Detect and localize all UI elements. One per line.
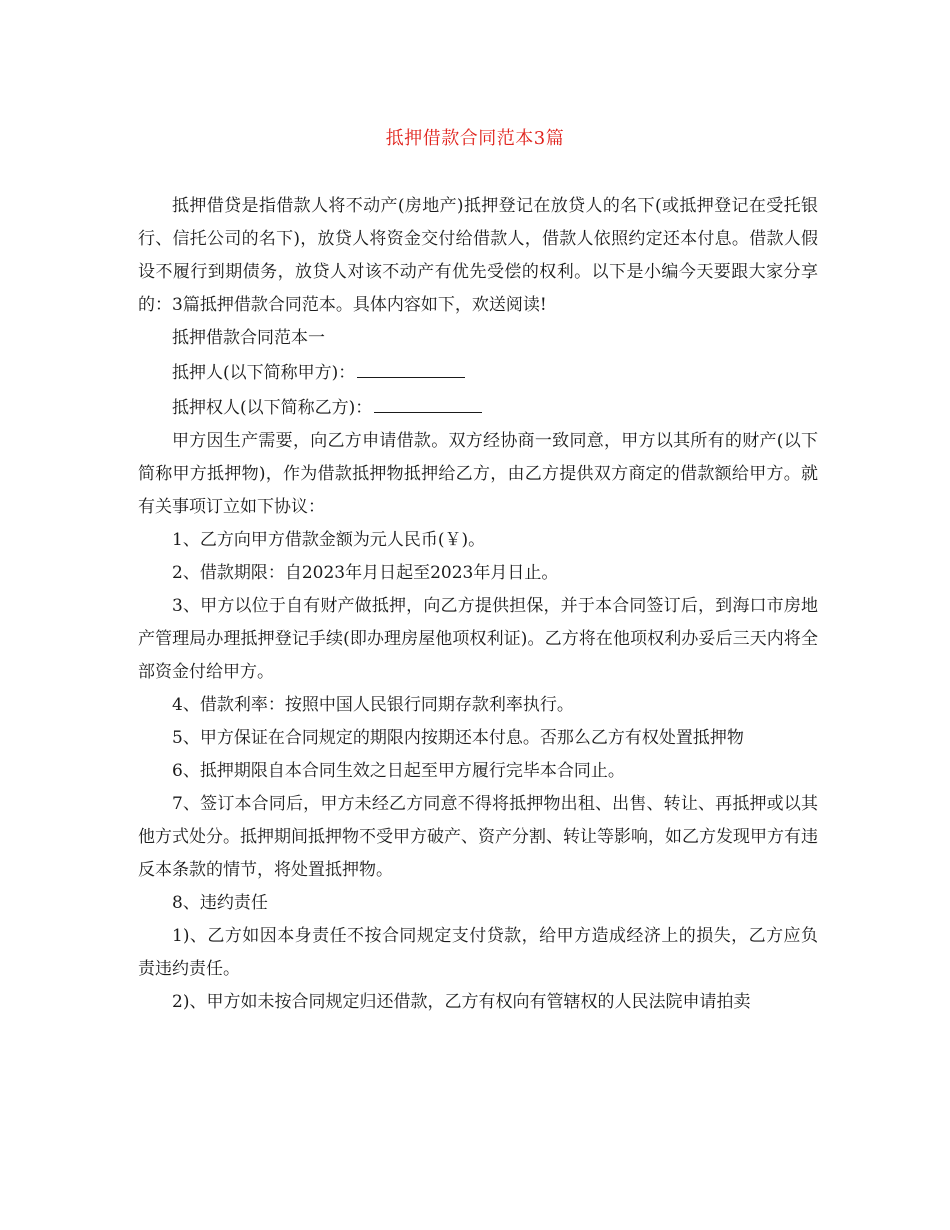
document-title: 抵押借款合同范本3篇 (385, 128, 565, 149)
party-b-line (138, 390, 818, 425)
party-a-line (138, 355, 818, 390)
party-b-blank (374, 390, 482, 413)
clause-paragraph: 甲方因生产需要，向乙方申请借款。双方经协商一致同意，甲方以其所有的财产(以下简称甲方抵押物)，作为借款抵押物抵押给乙方，由乙方提供双方商定的借款额给甲方。就有关事项订立如下协议： (138, 431, 818, 517)
contract-subtitle: 抵押借款合同范本一 (172, 328, 325, 348)
clause-paragraph: 2、借款期限：自2023年月日起至2023年月日止。 (172, 563, 559, 583)
clause-paragraph: 1、乙方向甲方借款金额为元人民币(￥)。 (172, 530, 486, 550)
clause-paragraph: 2)、甲方如未按合同规定归还借款，乙方有权向有管辖权的人民法院申请拍卖 (172, 992, 751, 1012)
clause-paragraph: 5、甲方保证在合同规定的期限内按期还本付息。否那么乙方有权处置抵押物 (172, 728, 744, 748)
clause-paragraph: 4、借款利率：按照中国人民银行同期存款利率执行。 (172, 695, 574, 715)
clause-paragraph: 1)、乙方如因本身责任不按合同规定支付贷款，给甲方造成经济上的损失，乙方应负责违约责任。 (138, 926, 818, 979)
clause-paragraph: 6、抵押期限自本合同生效之日起至甲方履行完毕本合同止。 (172, 761, 625, 781)
clause-paragraph: 3、甲方以位于自有财产做抵押，向乙方提供担保，并于本合同签订后，到海口市房地产管理局办理抵押登记手续(即办理房屋他项权利证)。乙方将在他项权利办妥后三天内将全部资金付给甲方。 (138, 596, 818, 682)
clause-paragraph: 8、违约责任 (172, 893, 268, 913)
clause-paragraph: 7、签订本合同后，甲方未经乙方同意不得将抵押物出租、出售、转让、再抵押或以其他方式处分。抵押期间抵押物不受甲方破产、资产分割、转让等影响，如乙方发现甲方有违反本条款的情节，将处置抵押物。 (138, 794, 818, 880)
intro-paragraph: 抵押借贷是指借款人将不动产(房地产)抵押登记在放贷人的名下(或抵押登记在受托银行、信托公司的名下)，放贷人将资金交付给借款人，借款人依照约定还本付息。借款人假设不履行到期债务，放贷人对该不动产有优先受偿的权利。以下是小编今天要跟大家分享的：3篇抵押借款合同范本。具体内容如下，欢送阅读! (138, 196, 818, 315)
party-a-blank (357, 355, 465, 378)
document-body (138, 190, 818, 1019)
party-b-label: 抵押权人(以下简称乙方)： (172, 398, 373, 418)
party-a-label: 抵押人(以下简称甲方)： (172, 363, 356, 383)
